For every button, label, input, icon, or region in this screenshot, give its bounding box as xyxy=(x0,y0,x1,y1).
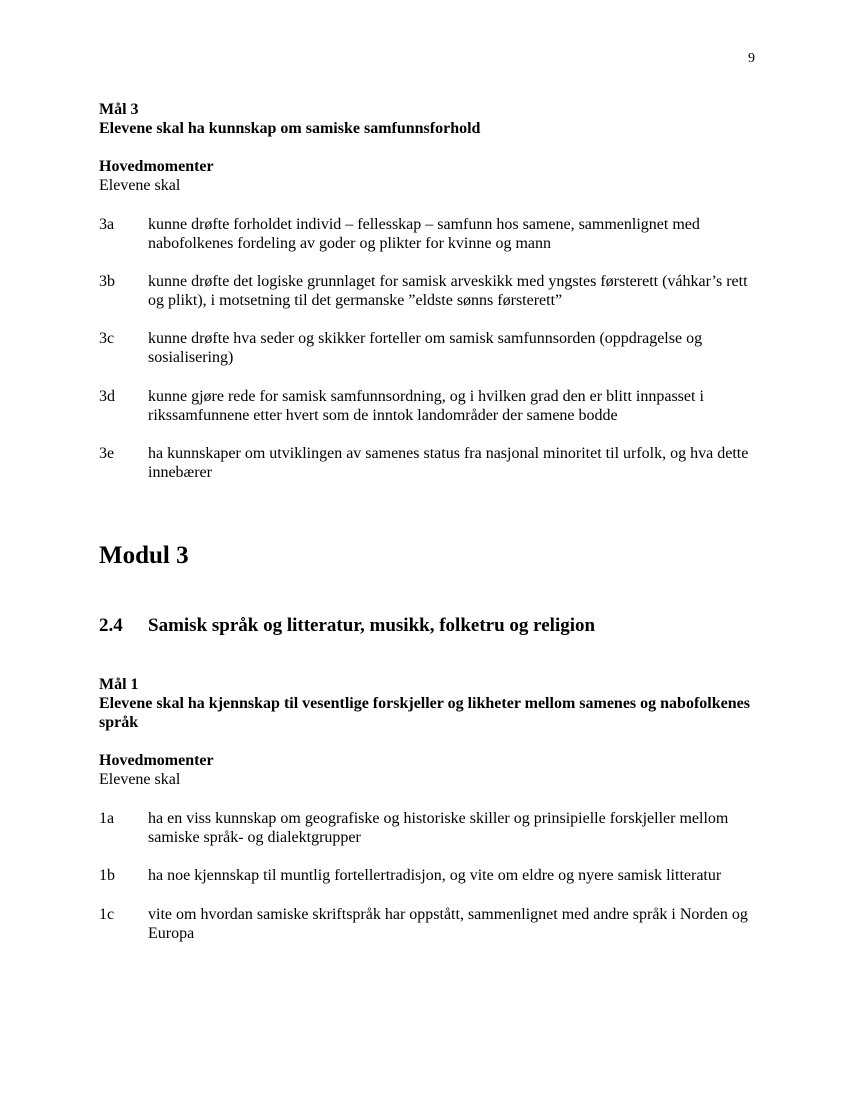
goal3-moments-intro: Elevene skal xyxy=(99,177,181,194)
goal1-moments-intro: Elevene skal xyxy=(99,771,181,788)
section-heading xyxy=(99,615,595,637)
item-text: ha noe kjennskap til muntlig fortellertradisjon, og vite om eldre og nyere samisk litteratur xyxy=(148,867,722,884)
item-text: kunne drøfte det logiske grunnlaget for samisk arveskikk med yngstes førsterett (váhkar’s rett og plikt), i motsetning til det germanske ”eldste sønns førsterett” xyxy=(148,273,748,309)
item-code: 1b xyxy=(99,867,115,884)
goal3-item-3d xyxy=(99,387,759,425)
section-number: 2.4 xyxy=(99,615,123,636)
goal1-item-1b xyxy=(99,866,759,885)
goal3-item-3b xyxy=(99,272,759,310)
goal1-subtitle: Elevene skal ha kjennskap til vesentlige forskjeller og likheter mellom samenes og nabofolkenes språk xyxy=(99,695,750,731)
goal3-moments-heading: Hovedmomenter xyxy=(99,158,214,175)
item-code: 1a xyxy=(99,810,115,827)
goal1-item-1a xyxy=(99,809,759,847)
item-text: kunne drøfte hva seder og skikker forteller om samisk samfunnsorden (oppdragelse og sosialisering) xyxy=(148,330,703,366)
item-text: kunne gjøre rede for samisk samfunnsordning, og i hvilken grad den er blitt innpasset i rikssamfunnene etter hvert som de inntok landområder der samene bodde xyxy=(148,388,704,424)
item-text: kunne drøfte forholdet individ – fellesskap – samfunn hos samene, sammenlignet med nabofolkenes fordeling av goder og plikter for kvinne og mann xyxy=(148,216,700,252)
goal3-item-3e xyxy=(99,444,759,482)
goal1-title: Mål 1 xyxy=(99,676,139,693)
goal1-moments xyxy=(99,751,759,789)
item-code: 3d xyxy=(99,388,115,405)
item-code: 3e xyxy=(99,445,115,462)
item-text: ha en viss kunnskap om geografiske og historiske skiller og prinsipielle forskjeller mellom samiske språk- og dialektgrupper xyxy=(148,810,729,846)
item-code: 3a xyxy=(99,216,115,233)
goal3-item-3a xyxy=(99,215,759,253)
goal1-item-1c xyxy=(99,905,759,943)
goal3-moments xyxy=(99,157,759,195)
goal3-item-3c xyxy=(99,329,759,367)
item-text: ha kunnskaper om utviklingen av samenes status fra nasjonal minoritet til urfolk, og hva dette innebærer xyxy=(148,445,749,481)
goal3-subtitle: Elevene skal ha kunnskap om samiske samfunnsforhold xyxy=(99,120,481,137)
module-title: Modul 3 xyxy=(99,542,189,569)
item-text: vite om hvordan samiske skriftspråk har oppstått, sammenlignet med andre språk i Norden og Europa xyxy=(148,906,748,942)
goal1-heading xyxy=(99,675,759,732)
item-code: 1c xyxy=(99,906,115,923)
item-code: 3c xyxy=(99,330,115,347)
section-title: Samisk språk og litteratur, musikk, folketru og religion xyxy=(148,615,596,636)
item-code: 3b xyxy=(99,273,115,290)
goal3-title: Mål 3 xyxy=(99,101,139,118)
page-number: 9 xyxy=(748,51,755,66)
goal1-moments-heading: Hovedmomenter xyxy=(99,752,214,769)
goal3-heading xyxy=(99,100,759,138)
